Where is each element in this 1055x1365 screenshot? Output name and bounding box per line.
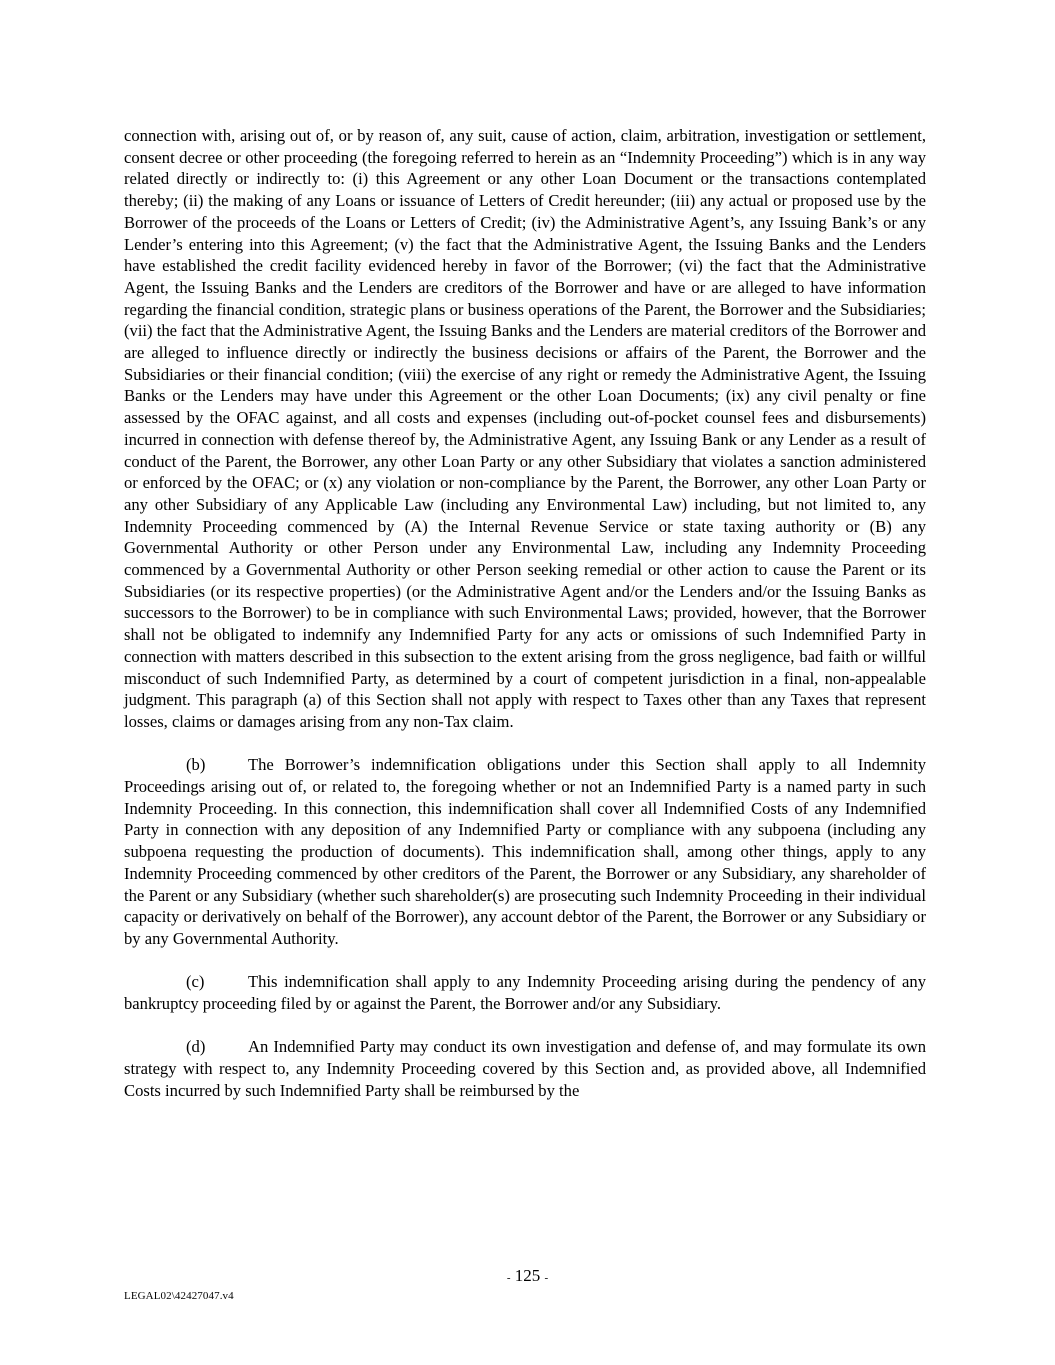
paragraph-b-label: (b) xyxy=(186,755,206,775)
paragraph-c-label: (c) xyxy=(186,972,205,992)
document-id: LEGAL02\42427047.v4 xyxy=(124,1290,234,1302)
paragraph-c xyxy=(124,971,926,1014)
paragraph-c-text: This indemnification shall apply to any Indemnity Proceeding arising during the pendency of any bankruptcy proceeding filed by or against the Parent, the Borrower and/or any Subsidiary. xyxy=(124,972,926,1014)
paragraph-b-text: The Borrower’s indemnification obligations under this Section shall apply to all Indemnity Proceedings arising out of, or related to, the foregoing whether or not an Indemnified Party is a named party in such Indemnity Proceeding. In this connection, this indemnification shall cover all Indemnified Costs of any Indemnified Party in connection with any deposition of any Indemnified Party or compliance with any subpoena (including any subpoena requesting the production of documents). This indemnification shall, among other things, apply to any Indemnity Proceeding commenced by other creditors of the Parent, the Borrower or any Subsidiary, any shareholder of the Parent or any Subsidiary (whether such shareholder(s) are prosecuting such Indemnity Proceeding in their individual capacity or derivatively on behalf of the Borrower), any account debtor of the Parent, the Borrower or any Subsidiary or by any Governmental Authority. xyxy=(124,755,926,948)
paragraph-b xyxy=(124,754,926,949)
page-number-value: 125 xyxy=(514,1266,541,1285)
page-number: - 125 - xyxy=(506,1266,549,1285)
paragraph-d xyxy=(124,1036,926,1101)
paragraph-a-continuation: connection with, arising out of, or by reason of, any suit, cause of action, claim, arbitration, investigation or settlement, consent decree or other proceeding (the foregoing referred to herein as an “Indemnity Proceeding”) which is in any way related directly or indirectly to: (i) this Agreement or any other Loan Document or the transactions contemplated thereby; (ii) the making of any Loans or issuance of Letters of Credit hereunder; (iii) any actual or proposed use by the Borrower of the proceeds of the Loans or Letters of Credit; (iv) the Administrative Agent’s, any Issuing Bank’s or any Lender’s entering into this Agreement; (v) the fact that the Administrative Agent, the Issuing Banks and the Lenders have established the credit facility evidenced hereby in favor of the Borrower; (vi) the fact that the Administrative Agent, the Issuing Banks and the Lenders are creditors of the Borrower and have or are alleged to have information regarding the financial condition, strategic plans or business operations of the Parent, the Borrower and the Subsidiaries; (vii) the fact that the Administrative Agent, the Issuing Banks and the Lenders are material creditors of the Borrower and are alleged to influence directly or indirectly the business decisions or affairs of the Parent, the Borrower and the Subsidiaries or their financial condition; (viii) the exercise of any right or remedy the Administrative Agent, the Issuing Banks or the Lenders may have under this Agreement or the other Loan Documents; (ix) any civil penalty or fine assessed by the OFAC against, and all costs and expenses (including out-of-pocket counsel fees and disbursements) incurred in connection with defense thereof by, the Administrative Agent, any Issuing Bank or any Lender as a result of conduct of the Parent, the Borrower, any other Loan Party or any other Subsidiary that violates a sanction administered or enforced by the OFAC; or (x) any violation or non-compliance by the Parent, the Borrower, any other Loan Party or any other Subsidiary of any Applicable Law (including any Environmental Law) including, but not limited to, any Indemnity Proceeding commenced by (A) the Internal Revenue Service or state taxing authority or (B) any Governmental Authority or other Person under any Environmental Law, including any Indemnity Proceeding commenced by a Governmental Authority or other Person seeking remedial or other action to cause the Parent or its Subsidiaries (or its respective properties) (or the Administrative Agent and/or the Lenders and/or the Issuing Banks as successors to the Borrower) to be in compliance with such Environmental Laws; provided, however, that the Borrower shall not be obligated to indemnify any Indemnified Party for any acts or omissions of such Indemnified Party in connection with matters described in this subsection to the extent arising from the gross negligence, bad faith or willful misconduct of such Indemnified Party, as determined by a court of competent jurisdiction in a final, non-appealable judgment. This paragraph (a) of this Section shall not apply with respect to Taxes other than any Taxes that represent losses, claims or damages arising from any non-Tax claim. xyxy=(124,126,926,731)
paragraph-d-text: An Indemnified Party may conduct its own investigation and defense of, and may formulate its own strategy with respect to, any Indemnity Proceeding covered by this Section and, as provided above, all Indemnified Costs incurred by such Indemnified Party shall be reimbursed by the xyxy=(124,1037,926,1100)
document-body xyxy=(124,125,926,1123)
paragraph-d-label: (d) xyxy=(186,1037,206,1057)
